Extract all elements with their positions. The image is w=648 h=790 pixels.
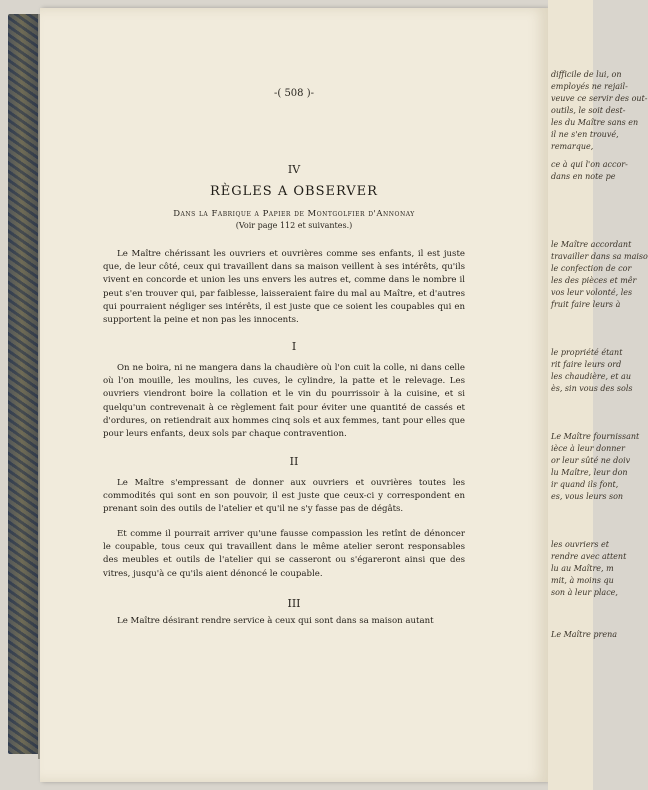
intro-paragraph: Le Maître chérissant les ouvriers et ouvrières comme ses enfants, il est juste que, de leur côté, ceux qui travaillent dans sa maison veillent à ses intérêts, qu'ils vivent en concorde et union les uns envers les autres et, comme dans le nombre il peut s'en trouver qui, par faiblesse, laisseraient faire du mal au Maître, et d'autres qui pourraient négliger ses intérêts, il est juste que ce soient les coupables qui en supportent la peine et non pas les innocents. [103, 249, 465, 326]
facing-page-fragment: les ouvriers et [551, 540, 609, 549]
facing-page-fragment: es, vous leurs son [551, 492, 624, 501]
facing-page-fragment: ièce à leur donner [551, 444, 625, 453]
facing-page-fragment: rendre avec attent [551, 552, 627, 561]
section-1-paragraph: On ne boira, ni ne mangera dans la chaudière où l'on cuit la colle, ni dans celle où l'on mouille, les moulins, les cuves, le cylindre, la patte et le relevage. Les ouvriers viendront boire la collation et le vin du pourrissoir à la cuisine, et si quelqu'un contrevenait à ce règlement fait pour éviter une quantité de cassés et d'ordures, on retiendrait aux hommes cinq sols et aux femmes, tant pour elles que pour leurs enfants, deux sols par chaque contravention. [103, 363, 465, 440]
facing-page-fragment: Le Maître fournissant [551, 432, 640, 441]
facing-page-fragment: employés ne rejail- [551, 82, 628, 91]
facing-page-fragment: les du Maître sans en [551, 118, 639, 127]
facing-page-fragment: lu Maître, leur don [551, 468, 628, 477]
section-2-paragraph-1: Le Maître s'empressant de donner aux ouvriers et ouvrières toutes les commodités qui sont en son pouvoir, il est juste que ceux-ci y correspondent en prenant soin des outils de l'atelier et qu'il ne s'y fasse pas de dégâts. [103, 478, 465, 515]
section-numeral-3: III [287, 597, 301, 610]
facing-page-fragment: ir quand ils font, [551, 480, 619, 489]
facing-page-fragment: le propriété étant [551, 348, 623, 357]
page-subtitle: Dans la Fabrique a Papier de Montgolfier d'Annonay [173, 209, 415, 219]
heading-numeral: IV [287, 163, 301, 176]
section-numeral-2: II [289, 455, 299, 468]
facing-page-fragment: outils, le soit dest- [551, 106, 626, 115]
facing-page-fragment: vos leur volonté, les [551, 288, 633, 297]
book-spine-binding [8, 14, 42, 754]
section-2-paragraph-2: Et comme il pourrait arriver qu'une fausse compassion les retînt de dénoncer le coupable, tous ceux qui travaillent dans le même atelier seront responsables des meubles et outils de l'atelier qui se casseront ou s'égareront ainsi que des vitres, jusqu'à ce qu'ils aient dénoncé le coupable. [103, 529, 465, 579]
facing-page-fragment: son à leur place, [551, 588, 618, 597]
facing-page-fragment: Le Maître prena [551, 630, 618, 639]
facing-page-fragment: le Maître accordant [551, 240, 632, 249]
facing-page-fragment: ès, sin vous des sols [551, 384, 633, 393]
facing-page-fragment: lu au Maître, m [551, 564, 614, 573]
facing-page-fragment: fruit faire leurs à [551, 300, 621, 309]
facing-page-fragment: ce à qui l'on accor- [551, 160, 628, 169]
facing-page-fragment: mit, à moins qu [551, 576, 614, 585]
section-numeral-1: I [291, 340, 297, 353]
facing-page-fragment: remarque, [551, 142, 594, 151]
facing-page-fragment: les chaudière, et au [551, 372, 631, 381]
facing-page-fragment: travailler dans sa maiso [551, 252, 648, 261]
page-subnote: (Voir page 112 et suivantes.) [235, 221, 353, 230]
page-title: RÈGLES A OBSERVER [210, 184, 378, 199]
section-3-paragraph: Le Maître désirant rendre service à ceux qui sont dans sa maison autant [117, 616, 434, 626]
facing-page-fragment: il ne s'en trouvé, [551, 130, 619, 139]
facing-page-fragment: rit faire leurs ord [551, 360, 622, 369]
facing-page-fragment: les des pièces et mêr [551, 276, 637, 285]
facing-page-fragment: dans en note pe [551, 172, 616, 181]
facing-page-edge [548, 0, 648, 790]
facing-page-fragment: veuve ce servir des out- [551, 94, 648, 103]
facing-page-fragment: difficile de lui, on [551, 70, 622, 79]
page-number: -( 508 )- [273, 88, 314, 99]
facing-page-fragment: or leur sûté ne doiv [551, 456, 631, 465]
facing-page-fragment: le confection de cor [551, 264, 632, 273]
